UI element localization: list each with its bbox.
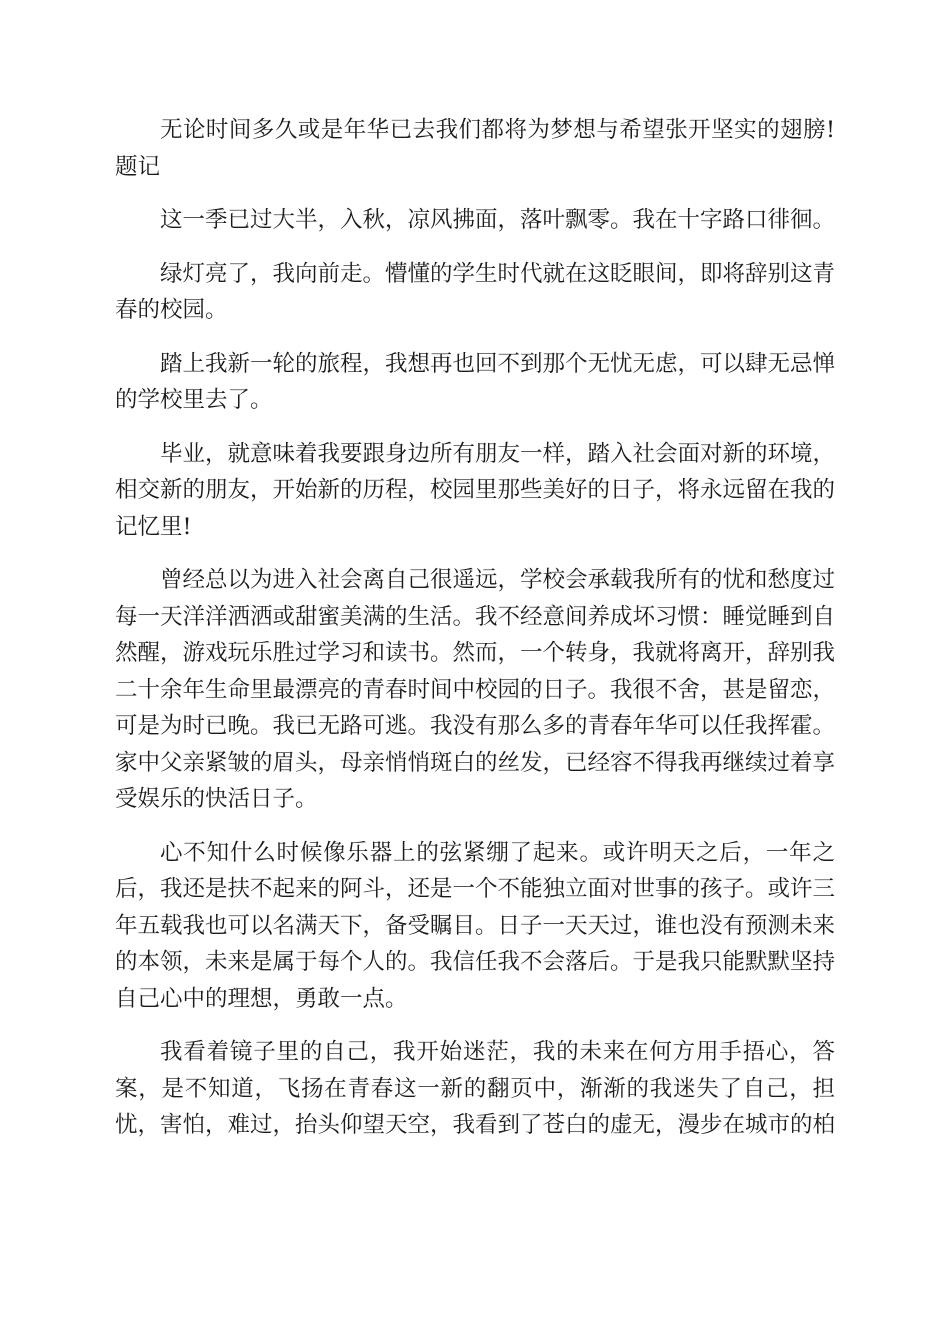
paragraph: 踏上我新一轮的旅程，我想再也回不到那个无忧无虑，可以肆无忌惮的学校里去了。 xyxy=(115,350,836,413)
paragraph: 我看着镜子里的自己，我开始迷茫，我的未来在何方用手捂心，答案，是不知道，飞扬在青春这一新的翻页中，渐渐的我迷失了自己，担忧，害怕，难过，抬头仰望天空，我看到了苍白的虚无，漫步在城市的柏 xyxy=(115,1039,836,1138)
paragraph: 心不知什么时候像乐器上的弦紧绷了起来。或许明天之后，一年之后，我还是扶不起来的阿斗，还是一个不能独立面对世事的孩子。或许三年五载我也可以名满天下，备受瞩目。日子一天天过，谁也没有预测未来的本领，未来是属于每个人的。我信任我不会落后。于是我只能默默坚持自己心中的理想，勇敢一点。 xyxy=(115,839,836,1012)
document-page xyxy=(115,112,835,1161)
paragraph: 绿灯亮了，我向前走。懵懂的学生时代就在这眨眼间，即将辞别这青春的校园。 xyxy=(115,260,836,323)
paragraph: 毕业，就意味着我要跟身边所有朋友一样，踏入社会面对新的环境，相交新的朋友，开始新的历程，校园里那些美好的日子，将永远留在我的记忆里! xyxy=(115,440,836,540)
paragraph-epigraph: 无论时间多久或是年华已去我们都将为梦想与希望张开坚实的翅膀!题记 xyxy=(115,117,835,180)
paragraph: 这一季已过大半，入秋，凉风拂面，落叶飘零。我在十字路口徘徊。 xyxy=(160,207,836,233)
paragraph: 曾经总以为进入社会离自己很遥远，学校会承载我所有的忧和愁度过每一天洋洋洒洒或甜蜜美满的生活。我不经意间养成坏习惯：睡觉睡到自然醒，游戏玩乐胜过学习和读书。然而，一个转身，我就将离开，辞别我二十余年生命里最漂亮的青春时间中校园的日子。我很不舍，甚是留恋，可是为时已晚。我已无路可逃。我没有那么多的青春年华可以任我挥霍。家中父亲紧皱的眉头，母亲悄悄斑白的丝发，已经容不得我再继续过着享受娱乐的快活日子。 xyxy=(115,567,836,812)
